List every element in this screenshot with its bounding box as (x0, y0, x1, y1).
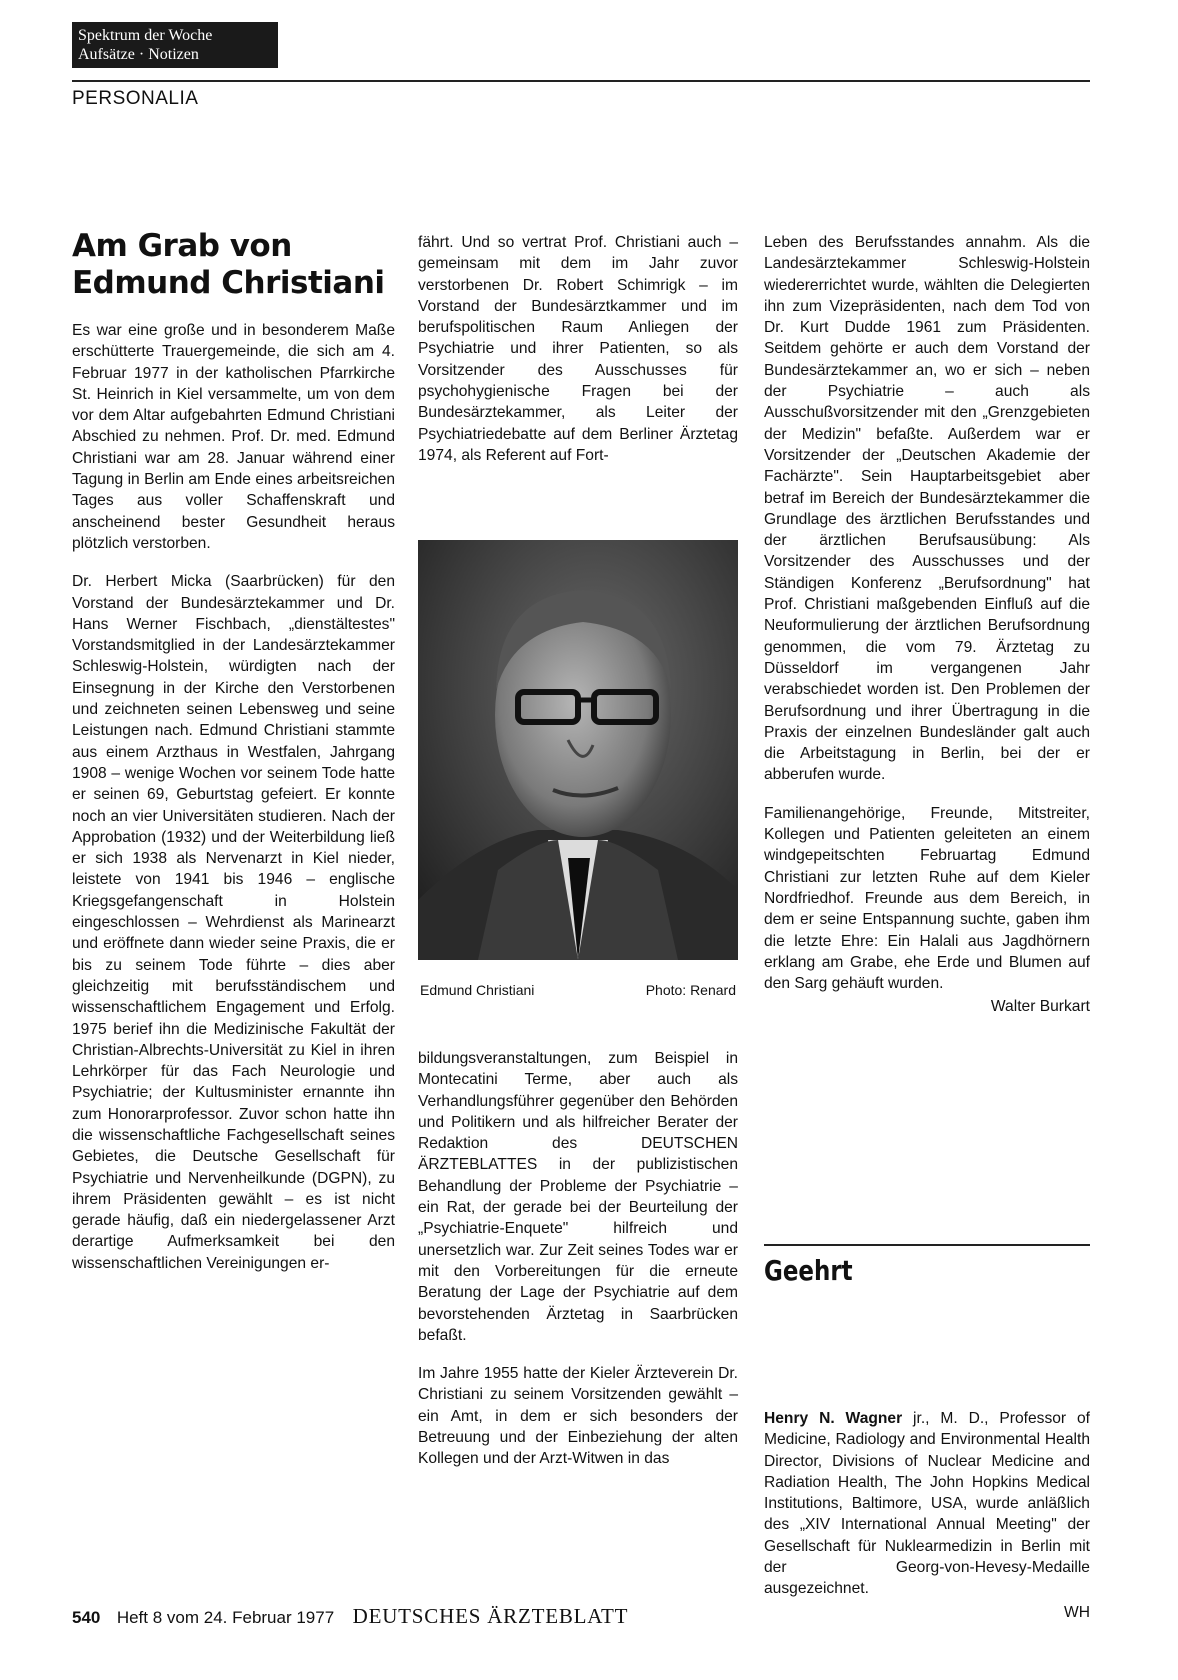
section-tag (72, 22, 278, 68)
journal-name: DEUTSCHES ÄRZTEBLATT (352, 1604, 629, 1628)
title-line-2: Edmund Christiani (72, 265, 385, 301)
honor-heading: Geehrt (764, 1254, 853, 1287)
honor-initials: WH (1064, 1603, 1090, 1621)
page-number: 540 (72, 1608, 101, 1627)
paragraph: Es war eine große und in besonderem Maße erschütterte Trauergemeinde, die sich am 4. Februar 1977 in der katholischen Pfarrkirche St. Heinrich in Kiel versammelte, um von dem vor dem Altar aufgebahrten Edmund Christiani Abschied zu nehmen. Prof. Dr. med. Edmund Christiani war am 28. Januar während einer Tagung in Berlin am Ende eines arbeitsreichen Tages aus voller Schaffenskraft und anscheinend bester Gesundheit heraus plötzlich verstorben. (72, 322, 395, 552)
caption-name: Edmund Christiani (420, 982, 535, 998)
honoree-name: Henry N. Wagner (764, 1410, 903, 1427)
tag-line-2: Aufsätze · Notizen (78, 46, 199, 63)
paragraph: Leben des Berufsstandes annahm. Als die Landesärztekammer Schleswig-Holstein wiedererrichtet wurde, wählten die Delegierten ihn zum Vizepräsidenten, nach dem Tod von Dr. Kurt Dudde 1961 zum Präsidenten. Seitdem gehörte er auch dem Vorstand der Bundesärztekammer an, wo er sich – neben der Psychiatrie – auch als Ausschußvorsitzender mit den „Grenzgebieten der Medizin" befaßte. Außerdem war er Vorsitzender der „Deutschen Akademie der Fachärzte". Sein Hauptarbeitsgebiet aber betraf im Bereich der Bundesärztekammer die Grundlage des ärztlichen Berufsstandes und der ärztlichen Berufsausübung: Als Vorsitzender des Ausschusses und der Ständigen Konferenz „Berufsordnung" hat Prof. Christiani maßgebenden Einfluß auf die Neuformulierung der ärztlichen Berufsordnung genommen, die vom 79. Ärztetag zu Düsseldorf im vergangenen Jahr verabschiedet worden ist. Den Problemen der Berufsordnung und ihrer Übertragung in die Praxis der einzelnen Bundesländer galt auch die Arbeitstagung in Berlin, bei der er abberufen wurde. (764, 234, 1090, 784)
title-line-1: Am Grab von (72, 228, 292, 264)
honor-notice (764, 1408, 1090, 1623)
portrait-photo (418, 540, 738, 960)
article-title (72, 228, 395, 302)
honor-paragraph (764, 1408, 1090, 1600)
author-signature: Walter Burkart (990, 998, 1090, 1016)
section-rule (764, 1244, 1090, 1246)
paragraph: bildungsveranstaltungen, zum Beispiel in Montecatini Terme, aber auch als Verhandlungsführer gegenüber den Behörden und Politikern und als hilfreicher Berater der Redaktion des DEUTSCHEN ÄRZTEBLATTES in der publizistischen Behandlung der Probleme der Psychiatrie – ein Rat, der gerade bei der Beurteilung der „Psychiatrie-Enquete" hilfreich und unersetzlich war. Zur Zeit seines Todes war er mit den Vorbereitungen für die erneute Beratung der Lage der Psychiatrie auf dem bevorstehenden Ärztetag in Saarbrücken befaßt. (418, 1050, 738, 1344)
column-2-top (418, 232, 738, 466)
paragraph: Familienangehörige, Freunde, Mitstreiter, Kollegen und Patienten geleiteten an einem windgepeitschten Februartag Edmund Christiani zur letzten Ruhe auf dem Kieler Nordfriedhof. Freunde aus dem Bereich, in dem er seine Entspannung suchte, gaben ihm die letzte Ehre: Ein Halali aus Jagdhörnern erklang am Grabe, ehe Erde und Blumen auf den Sarg gehäuft wurden. (764, 804, 1090, 993)
paragraph: fährt. Und so vertrat Prof. Christiani auch – gemeinsam mit dem im Jahr zuvor verstorbenen Dr. Robert Schimrigk – im Vorstand der Bundesärztkammer und im berufspolitischen Raum Anliegen der Psychiatrie und ihrer Patienten, so als Vorsitzender des Ausschusses für psychohygienische Fragen bei der Bundesärztekammer, als Leiter der Psychiatriedebatte auf dem Berliner Ärztetag 1974, als Referent auf Fort- (418, 234, 738, 464)
issue-info: Heft 8 vom 24. Februar 1977 (116, 1608, 335, 1627)
page-footer (72, 1604, 628, 1630)
section-label: PERSONALIA (72, 88, 199, 109)
photo-credit: Photo: Renard (645, 982, 736, 998)
column-2-bottom (418, 1048, 738, 1470)
column-1 (72, 320, 395, 1274)
header-rule (72, 80, 1090, 82)
paragraph: Dr. Herbert Micka (Saarbrücken) für den Vorstand der Bundesärztekammer und Dr. Hans Werner Fischbach, „dienstältestes" Vorstandsmitglied in der Landesärztekammer Schleswig-Holstein, würdigten nach der Einsegnung in der Kirche den Verstorbenen und zeichneten seinen Lebensweg und seine Leistungen nach. Edmund Christiani stammte aus einem Arzthaus in Westfalen, Jahrgang 1908 – wenige Wochen vor seinem Tode hatte er seinen 69, Geburtstag gefeiert. Er konnte noch an vier Universitäten studieren. Nach der Approbation (1932) und der Weiterbildung ließ er sich 1938 als Nervenarzt in Kiel nieder, leistete von 1941 bis 1946 – englische Kriegsgefangenschaft in Holstein eingeschlossen – Wehrdienst als Marinearzt und eröffnete dann wieder seine Praxis, die er bis zu seinem Tode führte – dies aber gleichzeitig mit berufsständischem und wissenschaftlichem Engagement und Erfolg. 1975 berief ihn die Medizinische Fakultät der Christian-Albrechts-Universität zu Kiel in ihren Lehrkörper für das Fach Neurologie und Psychiatrie; der Kultusminister ernannte ihn zum Honorarprofessor. Zuvor schon hatte ihn die wissenschaftliche Fachgesellschaft seines Gebietes, die Deutsche Gesellschaft für Psychiatrie und Nervenheilkunde (DGPN), zu ihrem Präsidenten gewählt – es ist nicht gerade häufig, daß ein niedergelassener Arzt derartige Aufmerksamkeit bei den wissenschaftlichen Vereinigungen er- (72, 573, 395, 1272)
tag-line-1: Spektrum der Woche (78, 27, 213, 44)
paragraph: Im Jahre 1955 hatte der Kieler Ärzteverein Dr. Christiani zu seinem Vorsitzenden gewählt – ein Amt, in dem er sich besonders der Betreuung und der Einbeziehung der alten Kollegen und der Arzt-Witwen in das (418, 1365, 738, 1468)
portrait-image (418, 540, 738, 960)
honor-text: jr., M. D., Professor of Medicine, Radiology and Environmental Health Director, Divisions of Nuclear Medicine and Radiation Health, The John Hopkins Medical Institutions, Baltimore, USA, wurde anläßlich des „XIV International Annual Meeting" der Gesellschaft für Nuklearmedizin in Berlin mit der Georg-von-Hevesy-Medaille ausgezeichnet. (764, 1410, 1090, 1598)
column-3-top (764, 232, 1090, 1018)
